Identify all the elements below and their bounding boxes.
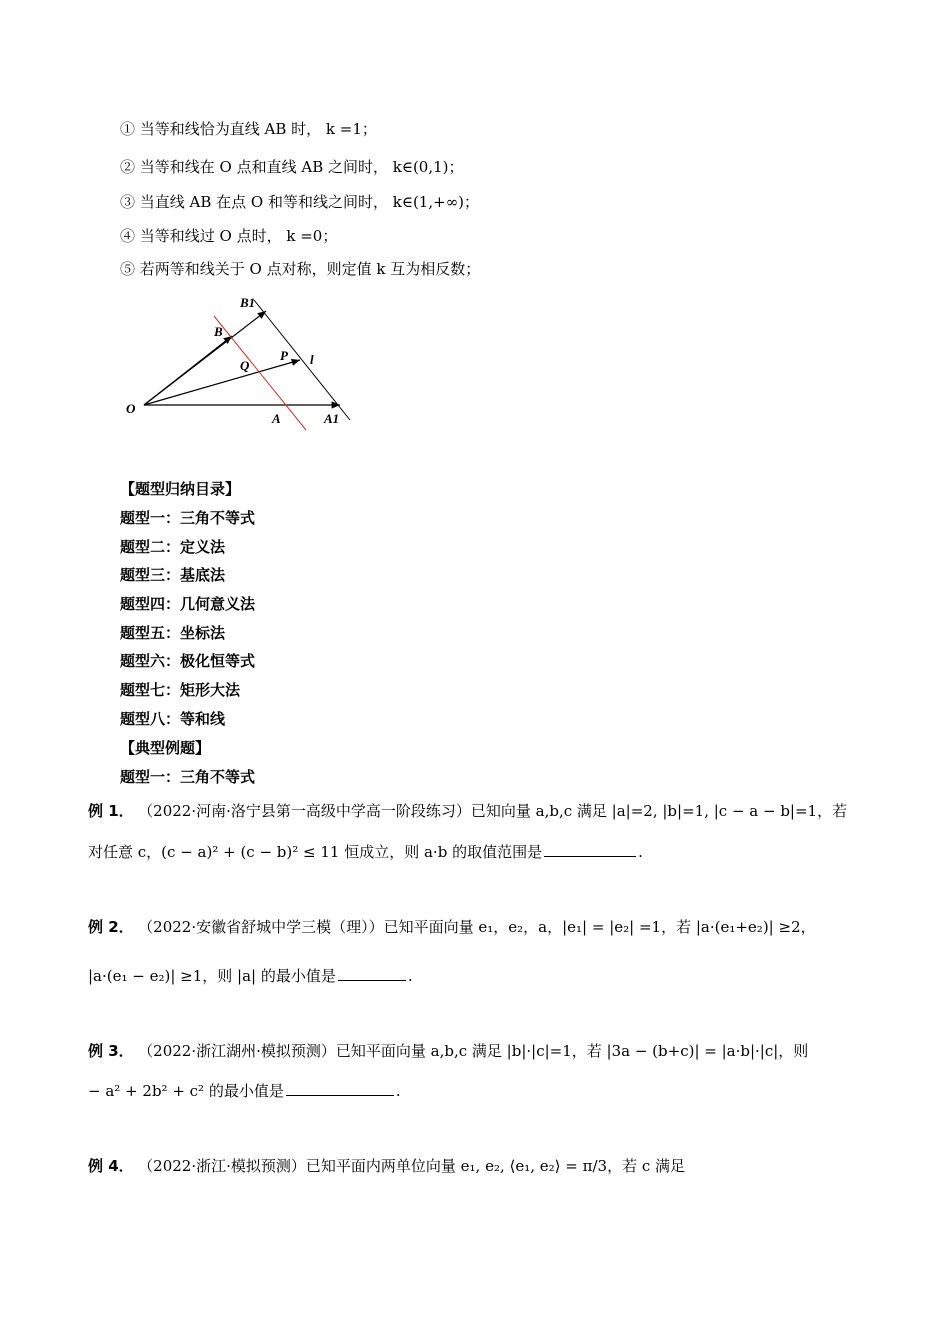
example-2-line-2	[88, 965, 413, 986]
catalog-item: 题型五：坐标法	[120, 624, 226, 642]
catalog-item: 题型八：等和线	[120, 710, 226, 728]
example-end: .	[395, 1082, 401, 1100]
label-l: l	[310, 352, 314, 367]
answer-blank[interactable]	[544, 855, 636, 857]
example-2-line-1	[88, 916, 816, 937]
label-A: A	[272, 411, 281, 426]
vector-OP	[144, 360, 300, 405]
point-2: ② 当等和线在 O 点和直线 AB 之间时， k∈(0,1)；	[120, 158, 464, 176]
example-label: 例 3．	[88, 1042, 134, 1060]
catalog-item: 题型二：定义法	[120, 538, 226, 556]
catalog-item: 题型七：矩形大法	[120, 681, 241, 699]
label-Q: Q	[240, 358, 250, 373]
catalog-item: 题型四：几何意义法	[120, 595, 256, 613]
answer-blank[interactable]	[286, 1094, 394, 1096]
example-end: .	[407, 967, 413, 985]
catalog-heading: 【题型归纳目录】	[120, 480, 241, 498]
answer-blank[interactable]	[338, 979, 406, 981]
example-1-line-2	[88, 841, 643, 862]
example-text: （2022·浙江·模拟预测）已知平面内两单位向量 e₁, e₂, ⟨e₁, e₂⟩ = π/3，若 c 满足	[145, 1157, 686, 1175]
label-P: P	[280, 348, 288, 363]
example-text: （2022·河南·洛宁县第一高级中学高一阶段练习）已知向量 a,b,c 满足 |a|=2, |b|=1, |c − a − b|=1，若	[145, 802, 848, 820]
equal-sum-line-figure	[118, 288, 378, 438]
point-3: ③ 当直线 AB 在点 O 和等和线之间时， k∈(1,+∞)；	[120, 193, 480, 211]
point-5: ⑤ 若两等和线关于 O 点对称，则定值 k 互为相反数；	[120, 260, 481, 278]
example-text: |a·(e₁ − e₂)| ≥1，则 |a| 的最小值是	[88, 967, 336, 985]
example-3-line-1	[88, 1040, 808, 1061]
example-label: 例 4．	[88, 1157, 134, 1175]
label-A1: A1	[324, 411, 340, 426]
example-text: 对任意 c，(c − a)² + (c − b)² ≤ 11 恒成立，则 a·b 的取值范围是	[88, 843, 543, 861]
catalog-item: 题型一：三角不等式	[120, 509, 256, 527]
example-label: 例 2．	[88, 918, 134, 936]
example-end: .	[638, 843, 643, 861]
label-O: O	[126, 401, 136, 416]
line-l	[254, 300, 350, 420]
point-1: ① 当等和线恰为直线 AB 时， k =1；	[120, 120, 377, 138]
example-text: − a² + 2b² + c² 的最小值是	[88, 1082, 284, 1100]
label-B: B	[214, 324, 223, 339]
section-title: 题型一：三角不等式	[120, 768, 256, 786]
line-AB	[214, 316, 306, 430]
catalog-item: 题型六：极化恒等式	[120, 652, 256, 670]
examples-heading: 【典型例题】	[120, 739, 211, 757]
catalog-item: 题型三：基底法	[120, 566, 226, 584]
example-text: （2022·安徽省舒城中学三模（理））已知平面向量 e₁，e₂，a，|e₁| = |e₂| =1，若 |a·(e₁+e₂)| ≥2，	[145, 918, 816, 936]
example-text: （2022·浙江湖州·模拟预测）已知平面向量 a,b,c 满足 |b|·|c|=1，若 |3a − (b+c)| = |a·b|·|c|，则	[145, 1042, 809, 1060]
example-3-line-2	[88, 1080, 401, 1101]
example-4-line-1	[88, 1155, 685, 1176]
point-4: ④ 当等和线过 O 点时， k =0；	[120, 227, 338, 245]
vector-OB	[144, 336, 232, 405]
label-B1: B1	[240, 295, 256, 310]
example-label: 例 1．	[88, 802, 134, 820]
example-1-line-1	[88, 800, 847, 821]
